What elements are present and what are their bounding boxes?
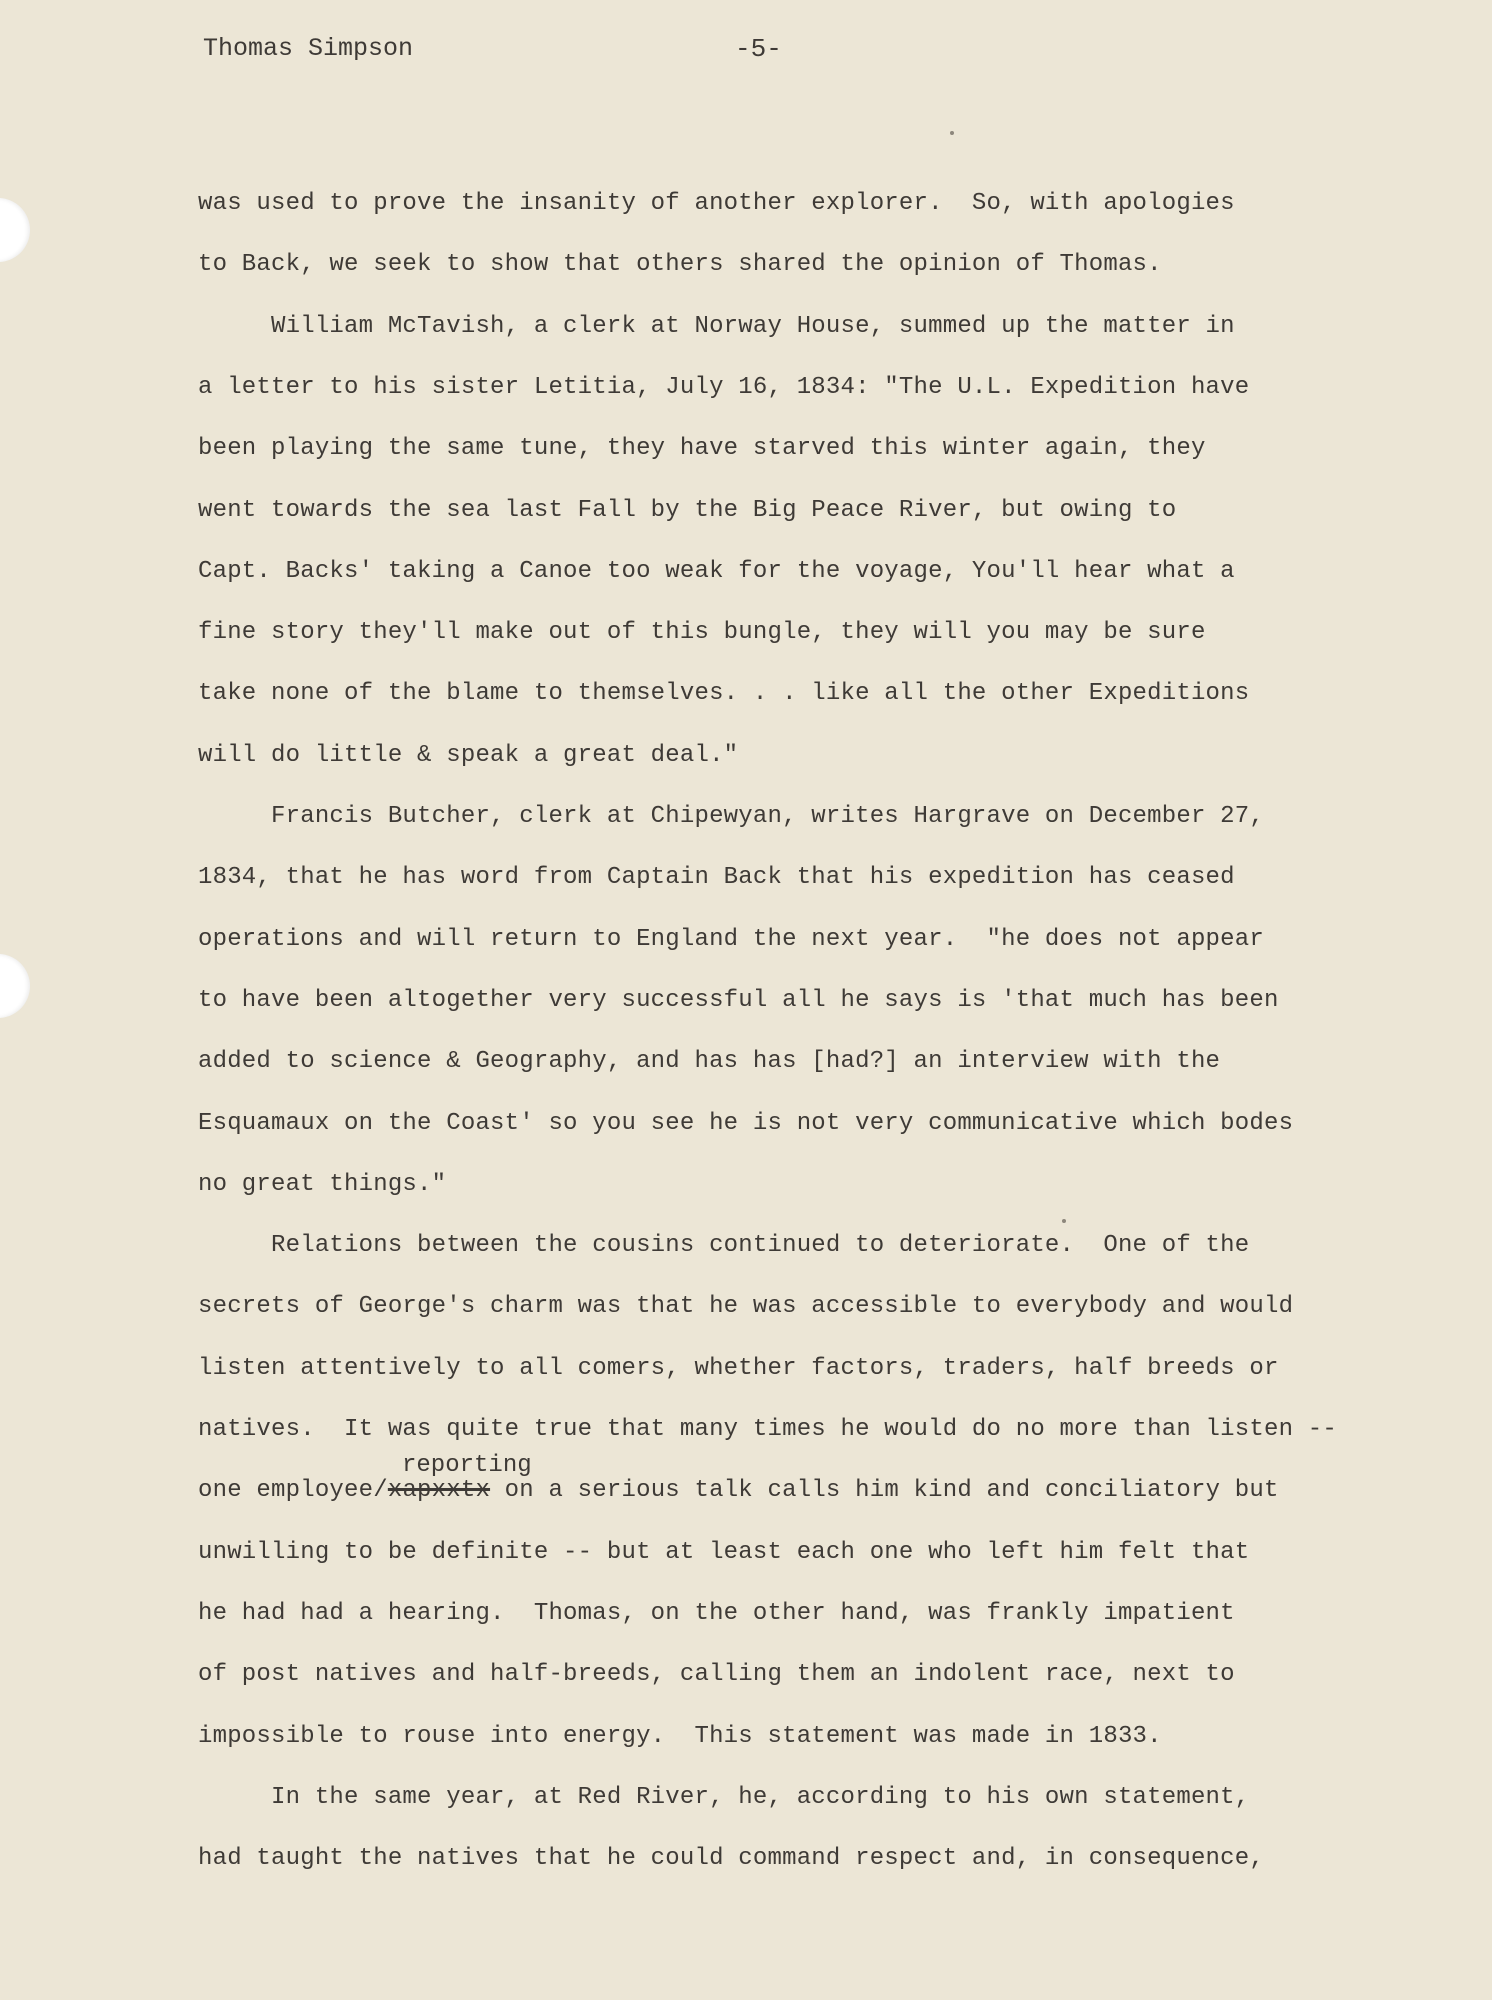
body-line: take none of the blame to themselves. . . like all the other Expeditions <box>198 680 1250 708</box>
body-line: impossible to rouse into energy. This statement was made in 1833. <box>198 1722 1162 1750</box>
body-line: listen attentively to all comers, whether factors, traders, half breeds or <box>198 1354 1279 1382</box>
body-line: fine story they'll make out of this bungle, they will you may be sure <box>198 619 1206 647</box>
body-line: added to science & Geography, and has has [had?] an interview with the <box>198 1048 1221 1076</box>
body-line: In the same year, at Red River, he, according to his own statement, <box>198 1783 1250 1811</box>
body-line: had taught the natives that he could command respect and, in consequence, <box>198 1845 1264 1873</box>
header-author: Thomas Simpson <box>203 34 414 63</box>
struck-out-word: xapxxtx <box>387 1477 491 1505</box>
body-line: William McTavish, a clerk at Norway House, summed up the matter in <box>198 312 1235 340</box>
body-line: natives. It was quite true that many times he would do no more than listen -- <box>198 1416 1337 1443</box>
paper-speck <box>1062 1219 1066 1223</box>
body-line: Esquamaux on the Coast' so you see he is not very communicative which bodes <box>198 1109 1294 1137</box>
body-line: to Back, we seek to show that others shared the opinion of Thomas. <box>198 251 1162 279</box>
body-line-correction <box>198 1479 1279 1503</box>
punch-hole-bottom <box>0 954 30 1018</box>
body-line: unwilling to be definite -- but at least each one who left him felt that <box>198 1538 1250 1566</box>
body-line: went towards the sea last Fall by the Big Peace River, but owing to <box>198 496 1177 524</box>
body-line: to have been altogether very successful all he says is 'that much has been <box>198 986 1279 1014</box>
body-line: will do little & speak a great deal." <box>198 741 739 769</box>
body-line: no great things." <box>198 1170 447 1198</box>
body-line: 1834, that he has word from Captain Back that his expedition has ceased <box>198 864 1235 892</box>
paper-speck <box>950 131 954 135</box>
body-line: Capt. Backs' taking a Canoe too weak for the voyage, You'll hear what a <box>198 557 1235 585</box>
body-line: a letter to his sister Letitia, July 16, 1834: "The U.L. Expedition have <box>198 373 1250 401</box>
page-number: -5- <box>735 34 782 64</box>
body-line: he had had a hearing. Thomas, on the other hand, was frankly impatient <box>198 1599 1235 1627</box>
correction-before: one employee/ <box>198 1477 388 1505</box>
body-line: secrets of George's charm was that he was accessible to everybody and would <box>198 1293 1294 1321</box>
body-line: Francis Butcher, clerk at Chipewyan, writes Hargrave on December 27, <box>198 803 1264 830</box>
correction-after: on a serious talk calls him kind and conciliatory but <box>490 1477 1279 1505</box>
body-line: Relations between the cousins continued to deteriorate. One of the <box>198 1232 1250 1260</box>
body-line: been playing the same tune, they have starved this winter again, they <box>198 435 1206 463</box>
body-line: was used to prove the insanity of another explorer. So, with apologies <box>198 190 1235 217</box>
punch-hole-top <box>0 198 30 262</box>
handwritten-insertion: reporting <box>402 1452 532 1479</box>
body-line: operations and will return to England the next year. "he does not appear <box>198 925 1264 953</box>
body-line: of post natives and half-breeds, calling them an indolent race, next to <box>198 1661 1235 1689</box>
